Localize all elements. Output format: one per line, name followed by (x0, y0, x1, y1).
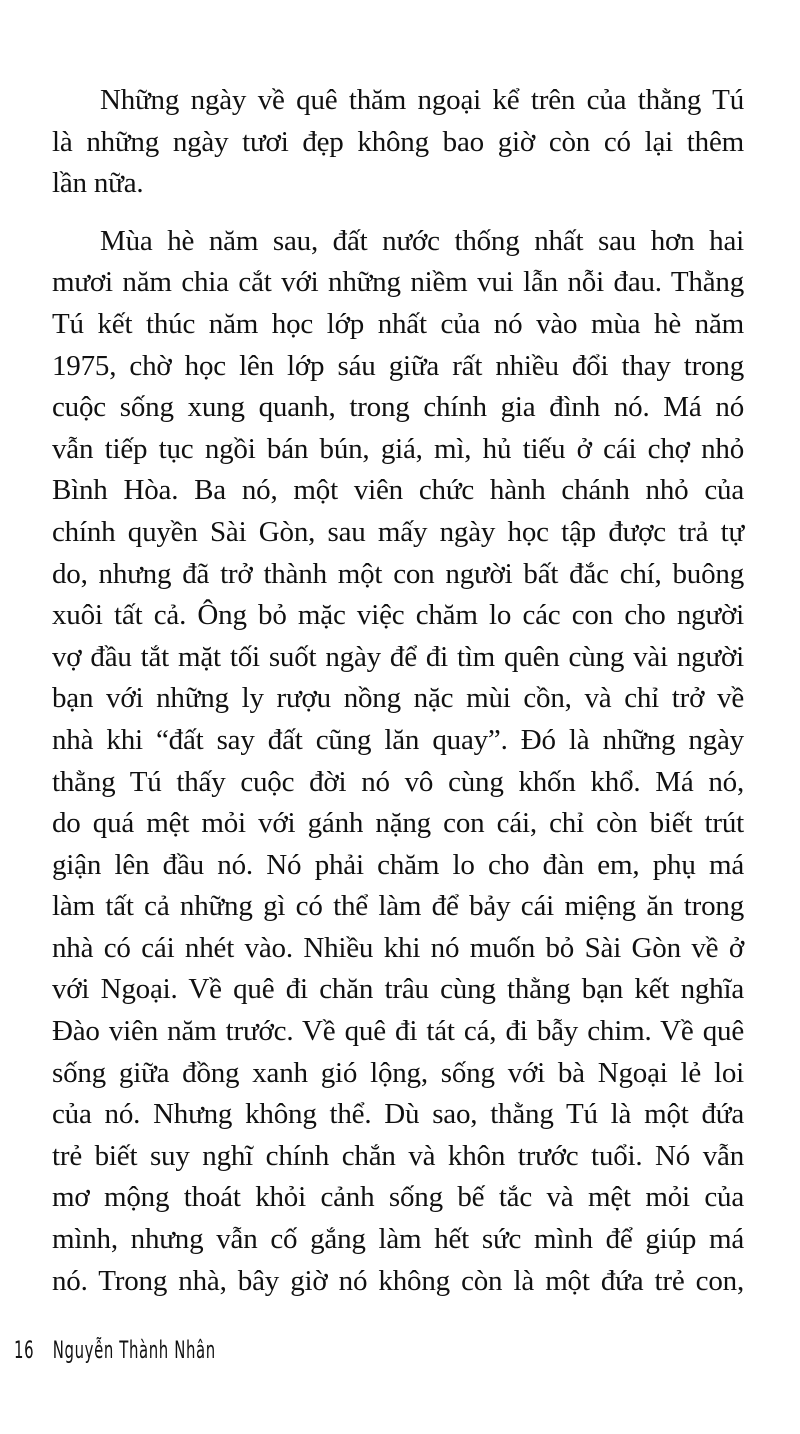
text-line: Bình Hòa. Ba nó, một viên chức hành chánh nhỏ của (52, 474, 744, 507)
text-line: của nó. Nhưng không thể. Dù sao, thằng Tú là một đứa (52, 1098, 744, 1131)
text-line: mươi năm chia cắt với những niềm vui lẫn nỗi đau. Thằng (52, 266, 744, 299)
author-name: Nguyễn Thành Nhân (52, 1336, 216, 1364)
text-line: do quá mệt mỏi với gánh nặng con cái, chỉ còn biết trút (52, 807, 744, 840)
page-number: 16 (14, 1336, 35, 1364)
text-line: nó. Trong nhà, bây giờ nó không còn là một đứa trẻ con, (52, 1264, 744, 1297)
text-line: sống giữa đồng xanh gió lộng, sống với bà Ngoại lẻ loi (52, 1056, 744, 1089)
text-line: xuôi tất cả. Ông bỏ mặc việc chăm lo các con cho người (52, 599, 744, 632)
text-line: Đào viên năm trước. Về quê đi tát cá, đi bẫy chim. Về quê (52, 1015, 744, 1048)
text-line: giận lên đầu nó. Nó phải chăm lo cho đàn em, phụ má (52, 848, 744, 881)
text-line: cuộc sống xung quanh, trong chính gia đình nó. Má nó (52, 391, 744, 424)
text-line: mơ mộng thoát khỏi cảnh sống bế tắc và mệt mỏi của (52, 1181, 744, 1214)
text-line: vẫn tiếp tục ngồi bán bún, giá, mì, hủ tiếu ở cái chợ nhỏ (52, 432, 744, 465)
body-text (52, 80, 744, 1318)
text-line: là những ngày tươi đẹp không bao giờ còn có lại thêm (52, 125, 744, 158)
text-line: với Ngoại. Về quê đi chăn trâu cùng thằng bạn kết nghĩa (52, 973, 744, 1006)
text-line: bạn với những ly rượu nồng nặc mùi cồn, và chỉ trở về (52, 682, 744, 715)
paragraph-1 (52, 80, 744, 205)
text-line: chính quyền Sài Gòn, sau mấy ngày học tập được trả tự (52, 515, 744, 548)
text-line: mình, nhưng vẫn cố gắng làm hết sức mình để giúp má (52, 1223, 744, 1256)
text-line: nhà khi “đất say đất cũng lăn quay”. Đó là những ngày (52, 723, 744, 756)
text-line: nhà có cái nhét vào. Nhiều khi nó muốn bỏ Sài Gòn về ở (52, 931, 744, 964)
text-line: Những ngày về quê thăm ngoại kể trên của thằng Tú (100, 84, 744, 116)
text-line: làm tất cả những gì có thể làm để bảy cái miệng ăn trong (52, 890, 744, 923)
page-footer (14, 1336, 216, 1364)
text-line: Mùa hè năm sau, đất nước thống nhất sau hơn hai (100, 224, 744, 257)
text-line: Tú kết thúc năm học lớp nhất của nó vào mùa hè năm (52, 307, 744, 340)
text-line: 1975, chờ học lên lớp sáu giữa rất nhiều đổi thay trong (52, 349, 744, 382)
text-line: thằng Tú thấy cuộc đời nó vô cùng khốn khổ. Má nó, (52, 765, 744, 798)
text-line: do, nhưng đã trở thành một con người bất đắc chí, buông (52, 557, 744, 590)
text-line: vợ đầu tắt mặt tối suốt ngày để đi tìm quên cùng vài người (52, 640, 744, 673)
text-line: lần nữa. (52, 167, 144, 200)
paragraph-2 (52, 221, 744, 1302)
text-line: trẻ biết suy nghĩ chính chắn và khôn trước tuổi. Nó vẫn (52, 1139, 744, 1172)
